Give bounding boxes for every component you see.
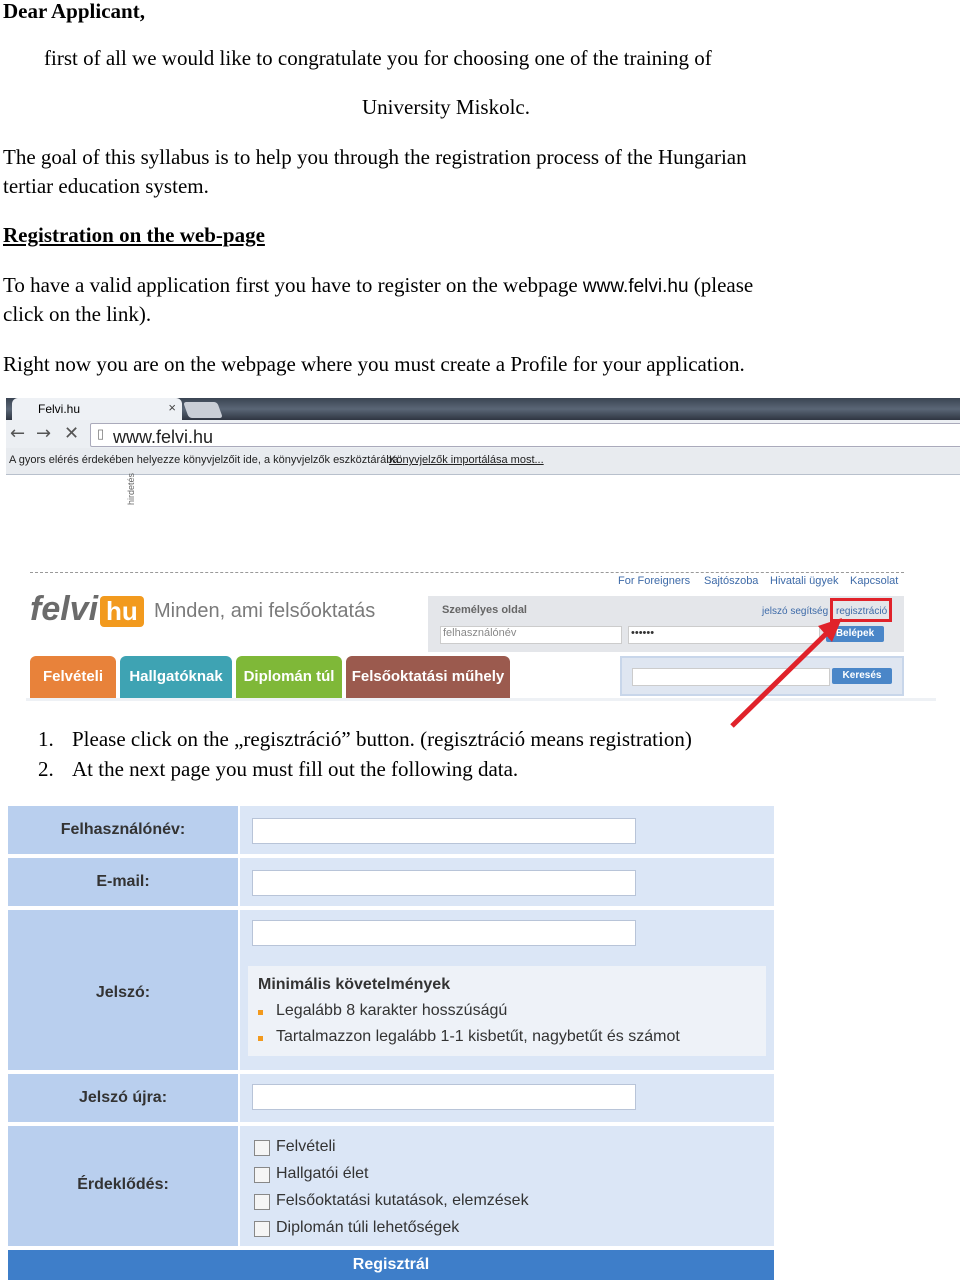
link-kapcsolat[interactable]: Kapcsolat [850,575,899,587]
interest-text: Felsőoktatási kutatások, elemzések [276,1192,529,1209]
email-label-cell [8,858,238,906]
username-label-cell [8,806,238,854]
username-field[interactable] [252,818,636,844]
password-again-field[interactable] [252,1084,636,1110]
password-again-label-cell [8,1074,238,1122]
interest-text: Hallgatói élet [276,1165,369,1182]
page-icon: ▯ [97,426,105,441]
link-hivatali-ugyek[interactable]: Hivatali ügyek [770,575,839,587]
logo-hu: hu [100,596,144,627]
step-1 [72,726,692,752]
password-field[interactable] [252,920,636,946]
step-1-number: 1. [38,727,54,751]
bullet-icon [258,1010,263,1015]
step-1-tail: . (regisztráció means registration) [409,727,692,751]
nav-tab-hallgatoknak[interactable]: Hallgatóknak [120,656,232,698]
password-again-label: Jelszó újra: [78,1089,168,1106]
username-placeholder: felhasználónév [443,627,517,639]
felvi-link[interactable]: www.felvi.hu [582,276,689,297]
step-2-text: At the next page you must fill out the following data. [72,757,519,781]
interest-field-cell [240,1126,774,1246]
username-field-cell [240,806,774,854]
password-label: Jelszó: [95,984,151,1001]
checkbox-icon[interactable] [254,1221,270,1237]
paragraph-profile: Right now you are on the webpage where you must create a Profile for your application. [3,352,745,376]
stop-icon[interactable]: ✕ [64,423,80,444]
logo-text: felvi [30,590,99,628]
checkbox-icon[interactable] [254,1167,270,1183]
requirement-1: Legalább 8 karakter hosszúságú [276,1002,508,1019]
close-icon[interactable]: × [168,400,176,415]
interest-text: Diplomán túli lehetőségek [276,1219,460,1236]
step-1-text: Please click on the „regisztráció” button [72,727,410,751]
password-again-field-cell [240,1074,774,1122]
password-field-cell [240,910,774,1070]
password-label-cell [8,910,238,1070]
nav-tab-felveteli[interactable]: Felvételi [30,656,116,698]
paragraph-university: University Miskolc. [362,95,530,119]
username-label: Felhasználónév: [60,821,186,838]
email-label: E-mail: [96,873,150,890]
password-requirements [248,966,766,1056]
register-text: To have a valid application first you have to register on the webpage [3,273,578,297]
checkbox-icon[interactable] [254,1140,270,1156]
url-text: www.felvi.hu [113,427,214,447]
interest-text: Felvételi [276,1138,336,1155]
greeting: Dear Applicant, [3,0,145,23]
email-field[interactable] [252,870,636,896]
paragraph-goal-line1: The goal of this syllabus is to help you through the registration process of the Hungarian [3,145,747,169]
nav-tab-felsooktatasi-muhely[interactable]: Felsőoktatási műhely [346,656,510,698]
registration-link[interactable]: regisztráció [836,606,888,617]
section-heading: Registration on the web-page [3,223,265,247]
paragraph-goal-line2: tertiar education system. [3,174,209,198]
login-button[interactable]: Belépek [826,626,884,642]
requirement-2: Tartalmazzon legalább 1-1 kisbetűt, nagybetűt és számot [276,1028,680,1045]
browser-tab-title: Felvi.hu [38,402,81,416]
paragraph-register-line2: click on the link). [3,302,152,326]
link-sajtoszoba[interactable]: Sajtószoba [704,575,759,587]
slogan: Minden, ami felsőoktatás [154,600,376,622]
back-arrow-icon[interactable]: ← [10,423,26,444]
link-for-foreigners[interactable]: For Foreigners [618,575,691,587]
login-title: Személyes oldal [442,604,527,616]
email-field-cell [240,858,774,906]
search-button[interactable]: Keresés [832,668,892,684]
checkbox-icon[interactable] [254,1194,270,1210]
interest-label: Érdeklődés: [77,1176,169,1193]
password-dots: •••••• [631,627,655,639]
register-please: (please [693,273,754,297]
interest-label-cell [8,1126,238,1246]
registration-form [8,806,774,1280]
step-2-number: 2. [38,757,54,781]
import-bookmarks-link[interactable]: Könyvjelzők importálása most... [389,454,544,466]
paragraph-congratulate: first of all we would like to congratulate you for choosing one of the training of [44,46,712,70]
bullet-icon [258,1036,263,1041]
register-button[interactable]: Regisztrál [8,1250,774,1280]
bookmarks-hint: A gyors elérés érdekében helyezze könyvjelzőit ide, a könyvjelzők eszköztárába. [9,454,402,466]
requirements-title: Minimális követelmények [258,976,451,993]
nav-tab-diploman-tul[interactable]: Diplomán túl [236,656,342,698]
forward-arrow-icon[interactable]: → [36,423,52,444]
password-help-link[interactable]: jelszó segítség [762,606,829,617]
ad-label: hirdetés [126,472,136,505]
